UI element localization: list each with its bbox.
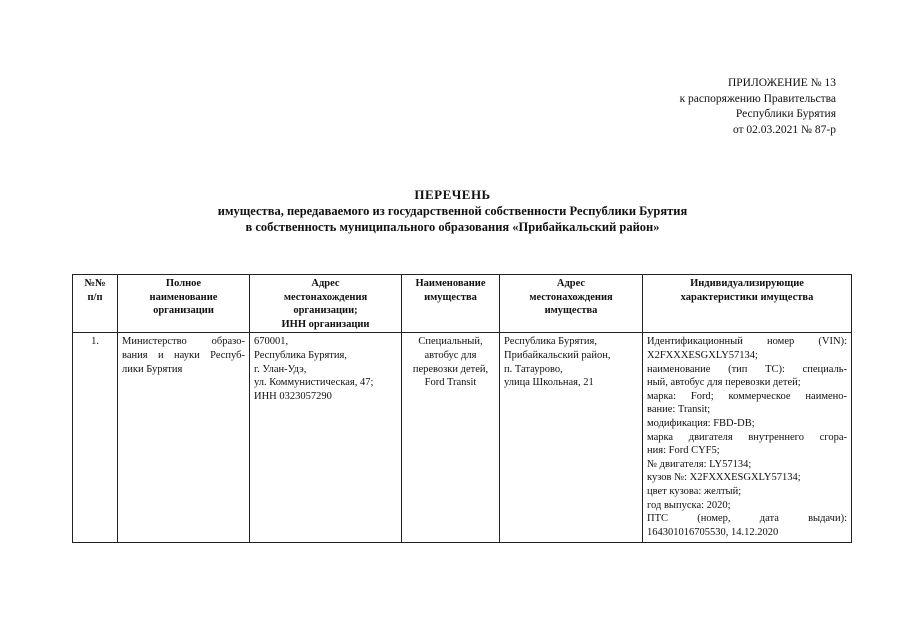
cell-characteristics [643, 333, 852, 543]
cell-text-line: п. Татаурово, [504, 363, 563, 375]
characteristic-line: Идентификационный номер (VIN): [647, 336, 847, 348]
cell-text-line: Республика Бурятия, [254, 349, 347, 361]
characteristic-line: кузов №: X2FXXXESGXLY57134; [647, 472, 801, 484]
characteristic-line: вание: Transit; [647, 404, 711, 416]
cell-text-line: ИНН организации [281, 318, 370, 330]
cell-org [118, 333, 250, 543]
header-property [402, 275, 500, 333]
cell-text-line: перевозки детей, [412, 363, 489, 375]
cell-text-line: вания и науки Респуб- [122, 349, 245, 361]
cell-text-line: Полное [165, 278, 202, 289]
header-address [250, 275, 402, 333]
title-subtitle: в собственность муниципального образования «Прибайкальский район» [245, 220, 660, 234]
cell-text-line: 670001, [254, 336, 289, 348]
cell-text-line: г. Улан-Удэ, [254, 363, 307, 375]
cell-text-line: местонахождения [283, 291, 368, 303]
title-main: ПЕРЕЧЕНЬ [414, 187, 491, 202]
characteristic-line: ния: Ford CYF5; [647, 445, 720, 457]
cell-text-line: автобус для [424, 349, 477, 361]
characteristic-line: марка двигателя внутреннего сгора- [647, 431, 847, 443]
cell-text-line: улица Школьная, 21 [504, 377, 594, 389]
cell-text-line: характеристики имущества [680, 291, 814, 303]
cell-text-line: местонахождения [529, 291, 613, 303]
cell-text-line: п/п [87, 291, 103, 303]
cell-text-line: организации [153, 305, 214, 317]
characteristic-line: марка: Ford; коммерческое наимено- [647, 390, 847, 402]
cell-text-line: Специальный, [418, 336, 483, 348]
cell-text-line: ул. Коммунистическая, 47; [254, 377, 374, 389]
title-subtitle: имущества, передаваемого из государственной собственности Республики Бурятия [217, 204, 688, 218]
appendix-line: ПРИЛОЖЕНИЕ № 13 [727, 77, 836, 89]
cell-text-line: организации; [293, 305, 358, 317]
cell-text-line: Прибайкальский район, [504, 349, 611, 361]
cell-text-line: Ford Transit [424, 377, 477, 389]
cell-text-line: №№ [84, 278, 106, 289]
characteristic-line: модификация: FBD-DB; [647, 417, 755, 429]
appendix-line: Республики Бурятия [735, 108, 836, 120]
cell-text-line: Министерство образо- [122, 336, 245, 348]
table-row [73, 333, 852, 543]
cell-property [402, 333, 500, 543]
cell-text-line: Адрес [556, 278, 586, 289]
cell-text-line: Наименование [415, 278, 486, 289]
cell-text-line: Индивидуализирующие [690, 278, 804, 289]
characteristic-line: ный, автобус для перевозки детей; [647, 377, 801, 389]
cell-text-line: Адрес [311, 278, 340, 289]
header-characteristics [643, 275, 852, 333]
cell-text-line: имущества [544, 305, 598, 317]
characteristic-line: № двигателя: LY57134; [647, 458, 752, 470]
appendix-date-line: от 02.03.2021 № 87-р [732, 123, 836, 136]
appendix-line: к распоряжению Правительства [679, 92, 836, 105]
cell-text-line: ИНН 0323057290 [254, 390, 332, 402]
cell-text-line: имущества [424, 291, 477, 303]
cell-num: 1. [73, 333, 118, 543]
appendix-header [680, 76, 836, 138]
characteristic-line: цвет кузова: желтый; [647, 485, 742, 497]
header-org [118, 275, 250, 333]
header-num [73, 275, 118, 333]
cell-text-line: Республика Бурятия, [504, 336, 597, 348]
characteristic-line: наименование (тип ТС): специаль- [647, 363, 847, 375]
property-table [72, 274, 852, 543]
cell-address [250, 333, 402, 543]
document-title [0, 187, 905, 235]
characteristic-line: ПТС (номер, дата выдачи): [647, 513, 847, 525]
cell-text-line: лики Бурятия [122, 363, 183, 375]
cell-prop-address [500, 333, 643, 543]
characteristic-line: X2FXXXESGXLY57134; [647, 349, 758, 361]
characteristic-line: год выпуска: 2020; [647, 499, 731, 511]
table-header-row [73, 275, 852, 333]
header-prop-address [500, 275, 643, 333]
characteristic-line: 164301016705530, 14.12.2020 [647, 526, 779, 538]
cell-text-line: наименование [149, 291, 218, 303]
